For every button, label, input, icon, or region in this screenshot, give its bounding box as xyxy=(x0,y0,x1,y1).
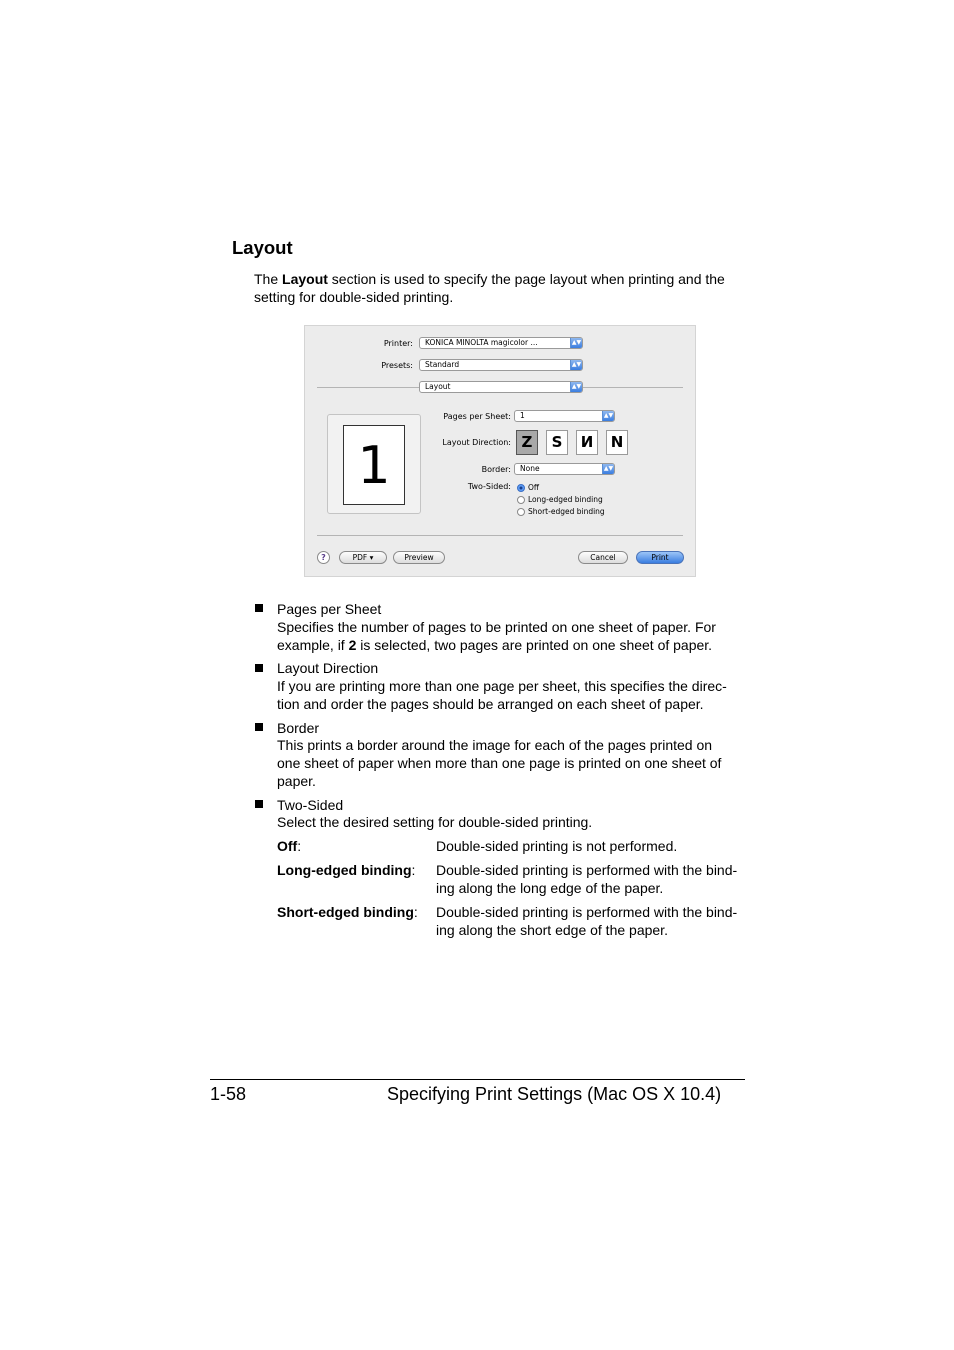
border-popup[interactable] xyxy=(514,463,615,475)
definition-text: Double-sided printing is performed with the bind-ing along the long edge of the paper. xyxy=(436,862,738,896)
pages-per-sheet-value: 1 xyxy=(520,411,525,420)
pane-popup[interactable] xyxy=(419,381,583,393)
intro-prefix: The xyxy=(254,271,283,287)
definition-term: Long-edged binding: xyxy=(277,862,416,878)
pages-per-sheet-label: Pages per Sheet: xyxy=(443,412,511,421)
layout-direction-z-icon[interactable]: Z xyxy=(516,430,538,455)
bullet-description: If you are printing more than one page per sheet, this specifies the direc-tion and order the pages should be arranged on each sheet of paper. xyxy=(277,678,727,712)
intro-bold-term: Layout xyxy=(282,271,328,287)
bullet-title: Layout Direction xyxy=(277,660,379,676)
intro-paragraph xyxy=(254,270,754,306)
updown-arrow-icon: ▲▼ xyxy=(603,465,614,472)
layout-preview xyxy=(327,414,421,514)
updown-arrow-icon: ▲▼ xyxy=(571,383,582,390)
cancel-button[interactable]: Cancel xyxy=(578,551,628,564)
section-heading: Layout xyxy=(232,237,293,258)
presets-value: Standard xyxy=(425,360,460,369)
two-sided-off-radio[interactable] xyxy=(517,483,539,495)
presets-popup[interactable] xyxy=(419,359,583,371)
bullet-square-icon xyxy=(255,723,263,731)
bullet-title: Two-Sided xyxy=(277,797,344,813)
pdf-button[interactable]: PDF ▾ xyxy=(339,551,387,564)
bullet-square-icon xyxy=(255,800,263,808)
intro-rest: section is used to specify the page layout when printing and the setting for double-sided printing. xyxy=(254,271,725,305)
desc-prefix: example, if xyxy=(277,637,349,653)
presets-label: Presets: xyxy=(381,361,413,370)
border-label: Border: xyxy=(481,465,511,474)
bullet-description xyxy=(277,618,749,654)
border-value: None xyxy=(520,464,540,473)
definition-term: Off: xyxy=(277,838,302,854)
pages-per-sheet-popup[interactable] xyxy=(514,410,615,422)
two-sided-label: Two-Sided: xyxy=(467,482,511,491)
bullet-title: Pages per Sheet xyxy=(277,601,382,617)
definition-text: Double-sided printing is not performed. xyxy=(436,838,678,854)
layout-direction-label: Layout Direction: xyxy=(442,438,511,447)
footer-rule xyxy=(210,1079,745,1080)
bullet-description: Select the desired setting for double-sided printing. xyxy=(277,814,593,830)
preview-page: 1 xyxy=(343,425,405,505)
updown-arrow-icon: ▲▼ xyxy=(603,412,614,419)
bullet-square-icon xyxy=(255,604,263,612)
two-sided-short-edge-radio[interactable] xyxy=(517,507,605,519)
divider xyxy=(317,535,683,536)
printer-label: Printer: xyxy=(383,339,413,348)
bullet-description: This prints a border around the image for each of the pages printed on one sheet of paper when more than one page is printed on one sheet of paper. xyxy=(277,737,722,789)
definition-term: Short-edged binding: xyxy=(277,904,418,920)
term-text: Long-edged binding xyxy=(277,862,412,878)
two-sided-option-label: Long-edged binding xyxy=(528,495,603,504)
pane-value: Layout xyxy=(425,382,451,391)
page-number: 1-58 xyxy=(210,1084,247,1104)
desc-rest: is selected, two pages are printed on one sheet of paper. xyxy=(356,637,713,653)
desc-line: Specifies the number of pages to be printed on one sheet of paper. For xyxy=(277,619,716,635)
print-dialog xyxy=(304,325,696,577)
layout-direction-n-icon[interactable]: N xyxy=(606,430,628,455)
bullet-title: Border xyxy=(277,720,320,736)
radio-selected-icon xyxy=(517,484,525,492)
radio-icon xyxy=(517,508,525,516)
term-text: Short-edged binding xyxy=(277,904,414,920)
updown-arrow-icon: ▲▼ xyxy=(571,339,582,346)
footer-title: Specifying Print Settings (Mac OS X 10.4) xyxy=(387,1084,722,1104)
updown-arrow-icon: ▲▼ xyxy=(571,361,582,368)
radio-icon xyxy=(517,496,525,504)
definition-text: Double-sided printing is performed with the bind-ing along the short edge of the paper. xyxy=(436,904,738,938)
term-text: Off xyxy=(277,838,298,854)
layout-direction-reverse-n-icon[interactable]: И xyxy=(576,430,598,455)
bullet-square-icon xyxy=(255,664,263,672)
help-button[interactable]: ? xyxy=(317,551,330,564)
layout-direction-s-icon[interactable]: S xyxy=(546,430,568,455)
printer-value: KONICA MINOLTA magicolor ... xyxy=(425,338,538,347)
two-sided-option-label: Off xyxy=(528,483,540,492)
desc-bold: 2 xyxy=(348,637,357,653)
two-sided-option-label: Short-edged binding xyxy=(528,507,605,516)
preview-button[interactable]: Preview xyxy=(393,551,445,564)
printer-popup[interactable] xyxy=(419,337,583,349)
two-sided-long-edge-radio[interactable] xyxy=(517,495,603,507)
print-button[interactable]: Print xyxy=(636,551,684,564)
